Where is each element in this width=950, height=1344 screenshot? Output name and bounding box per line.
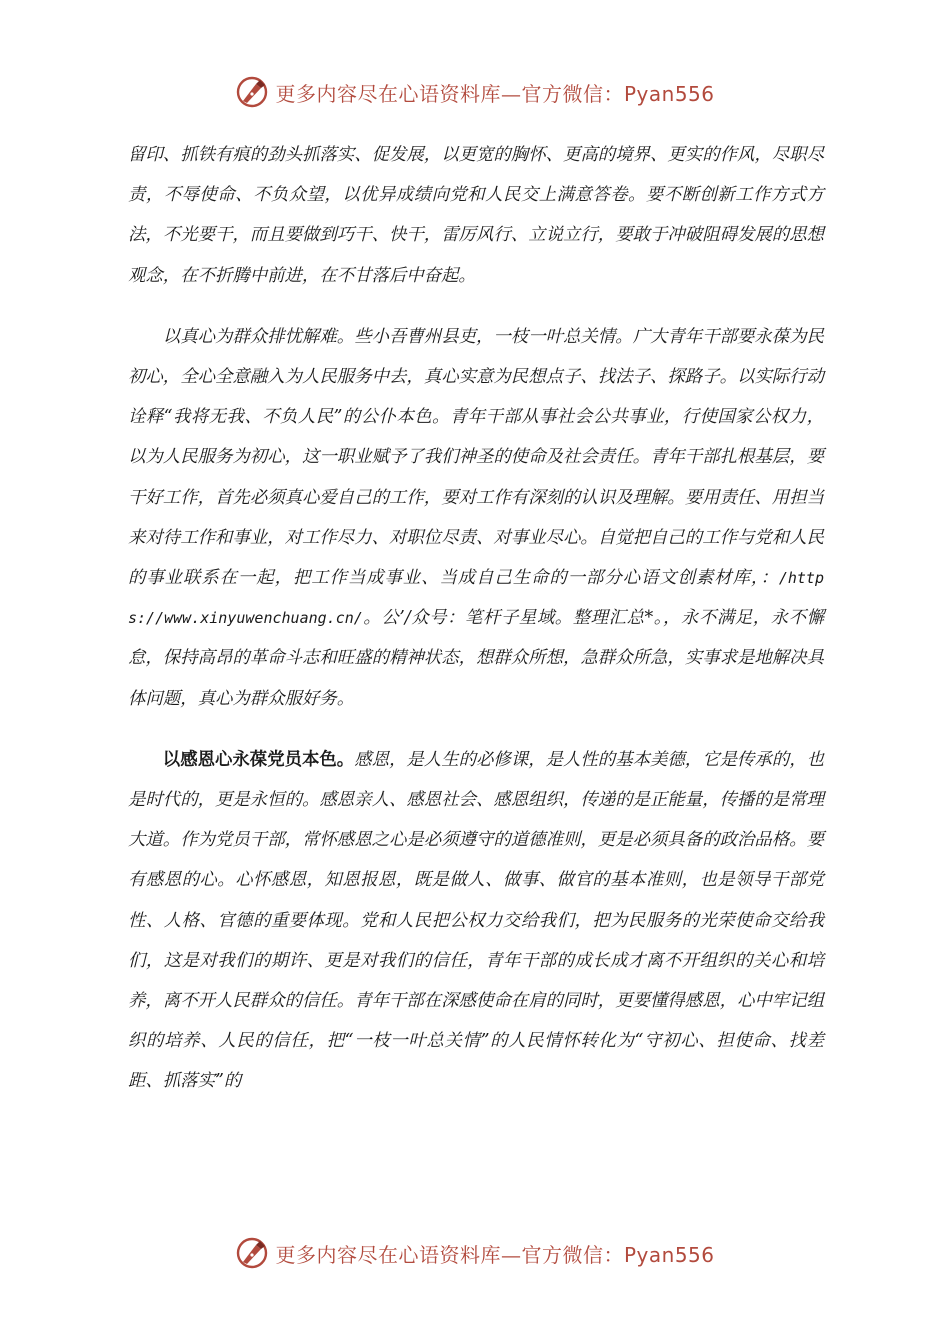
header-label: 更多内容尽在心语资料库—官方微信： [275, 81, 624, 106]
footer-banner [0, 1233, 950, 1273]
header-banner [0, 72, 950, 112]
footer-text [275, 1239, 714, 1268]
paragraph-2 [128, 317, 824, 719]
paragraph-3 [128, 740, 824, 1102]
paragraph-2-text-b: 。公’/众号：笔杆子星域。整理汇总*。，永不满足，永不懈怠，保持高昂的革命斗志和旺盛的精神状态，想群众所想，急群众所急，实事求是地解决具体问题，真心为群众服好务。 [128, 608, 824, 709]
pen-nib-circle-icon [235, 1236, 269, 1270]
document-body [128, 135, 824, 1123]
header-account: Pyan556 [623, 81, 715, 106]
paragraph-3-heading: 以感恩心永葆党员本色。 [162, 749, 355, 770]
paragraph-2-text-a: 以真心为群众排忧解难。些小吾曹州县吏，一枝一叶总关情。广大青年干部要永葆为民初心，全心全意融入为人民服务中去，真心实意为民想点子、找法子、探路子。以实际行动诠释“我将无我、不负人民”的公仆本色。青年干部从事社会公共事业，行使国家公权力，以为人民服务为初心，这一职业赋予了我们神圣的使命及社会责任。青年干部扎根基层，要干好工作，首先必须真心爱自己的工作，要对工作有深刻的认识及理解。要用责任、用担当来对待工作和事业，对工作尽力、对职位尽责、对事业尽心。自觉把自己的工作与党和人民的事业联系在一起，把工作当成事业、当成自己生命的一部分心语文创素材库，： [128, 326, 824, 589]
footer-account: Pyan556 [623, 1242, 715, 1267]
paragraph-3-text: 感恩，是人生的必修课，是人性的基本美德，它是传承的，也是时代的，更是永恒的。感恩亲人、感恩社会、感恩组织，传递的是正能量，传播的是常理大道。作为党员干部，常怀感恩之心是必须遵守的道德准则，更是必须具备的政治品格。要有感恩的心。心怀感恩，知恩报恩，既是做人、做事、做官的基本准则，也是领导干部党性、人格、官德的重要体现。党和人民把公权力交给我们，把为民服务的光荣使命交给我们，这是对我们的期许、更是对我们的信任，青年干部的成长成才离不开组织的关心和培养，离不开人民群众的信任。青年干部在深感使命在肩的同时，更要懂得感恩，心中牢记组织的培养、人民的信任，把“一枝一叶总关情”的人民情怀转化为“守初心、担使命、找差距、抓落实”的 [128, 749, 824, 1092]
header-text [275, 78, 714, 107]
pen-nib-circle-icon [235, 75, 269, 109]
source-url: /https://www.xinyuwenchuang.cn/ [128, 569, 824, 628]
footer-label: 更多内容尽在心语资料库—官方微信： [275, 1242, 624, 1267]
paragraph-1: 留印、抓铁有痕的劲头抓落实、促发展，以更宽的胸怀、更高的境界、更实的作风，尽职尽责，不辱使命、不负众望，以优异成绩向党和人民交上满意答卷。要不断创新工作方式方法，不光要干，而且要做到巧干、快干，雷厉风行、立说立行，要敢于冲破阻碍发展的思想观念，在不折腾中前进，在不甘落后中奋起。 [128, 145, 824, 286]
